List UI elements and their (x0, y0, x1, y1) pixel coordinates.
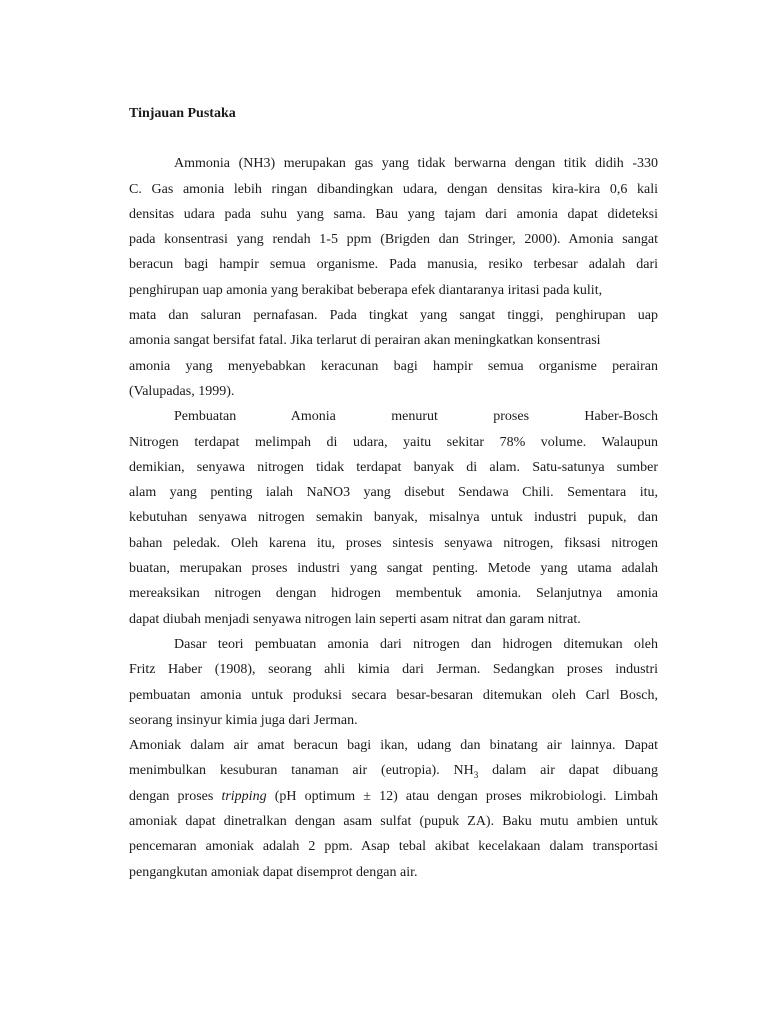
paragraph-ammonia-toxicity (129, 733, 658, 885)
text-segment: menimbulkan kesuburan tanaman air (eutropia). NH (129, 763, 474, 779)
text-line: Fritz Haber (1908), seorang ahli kimia dari Jerman. Sedangkan proses industri (129, 662, 658, 678)
paragraph-ammonia-properties (129, 151, 658, 404)
text-line: Nitrogen terdapat melimpah di udara, yaitu sekitar 78% volume. Walaupun (129, 434, 658, 450)
section-title: Tinjauan Pustaka (129, 106, 236, 121)
text-line: Dasar teori pembuatan amonia dari nitrogen dan hidrogen ditemukan oleh (174, 636, 658, 652)
text-line: amonia yang menyebabkan keracunan bagi hampir semua organisme perairan (129, 358, 658, 374)
text-line: pencemaran amoniak adalah 2 ppm. Asap tebal akibat kecelakaan dalam transportasi (129, 839, 658, 855)
text-line: mereaksikan nitrogen dengan hidrogen membentuk amonia. Selanjutnya amonia (129, 586, 658, 602)
text-line: Ammonia (NH3) merupakan gas yang tidak berwarna dengan titik didih -330 (174, 156, 658, 172)
text-line (129, 758, 658, 783)
text-segment: dalam air dapat dibuang (478, 763, 658, 779)
paragraph-haber-bosch (129, 404, 658, 632)
text-segment: dengan proses (129, 788, 222, 804)
text-line: bahan peledak. Oleh karena itu, proses sintesis senyawa nitrogen, fiksasi nitrogen (129, 535, 658, 551)
text-line: kebutuhan senyawa nitrogen semakin banyak, misalnya untuk industri pupuk, dan (129, 510, 658, 526)
text-line: mata dan saluran pernafasan. Pada tingkat yang sangat tinggi, penghirupan uap (129, 308, 658, 324)
text-segment: (pH optimum ± 12) atau dengan proses mikrobiologi. Limbah (266, 788, 659, 804)
italic-term: tripping (221, 788, 267, 804)
paragraph-haber-history (129, 632, 658, 733)
text-line: penghirupan uap amonia yang berakibat beberapa efek diantaranya iritasi pada kulit, (129, 282, 603, 298)
text-line: amoniak dapat dinetralkan dengan asam sulfat (pupuk ZA). Baku mutu ambien untuk (129, 814, 658, 830)
subscript: 3 (473, 770, 479, 781)
text-line: beracun bagi hampir semua organisme. Pada manusia, resiko terbesar adalah dari (129, 257, 658, 273)
text-line: pengangkutan amoniak dapat disemprot dengan air. (129, 864, 418, 880)
text-line: (Valupadas, 1999). (129, 383, 235, 399)
text-line: buatan, merupakan proses industri yang sangat penting. Metode yang utama adalah (129, 561, 658, 577)
text-line: Pembuatan Amonia menurut proses Haber-Bosch (174, 409, 658, 425)
text-line: pembuatan amonia untuk produksi secara besar-besaran ditemukan oleh Carl Bosch, (129, 687, 658, 703)
text-line: densitas udara pada suhu yang sama. Bau yang tajam dari amonia dapat dideteksi (129, 206, 658, 222)
text-line: alam yang penting ialah NaNO3 yang disebut Sendawa Chili. Sementara itu, (129, 485, 658, 501)
text-line: demikian, senyawa nitrogen tidak terdapat banyak di alam. Satu-satunya sumber (129, 459, 658, 475)
text-line: pada konsentrasi yang rendah 1-5 ppm (Brigden dan Stringer, 2000). Amonia sangat (129, 232, 658, 248)
text-line: C. Gas amonia lebih ringan dibandingkan udara, dengan densitas kira-kira 0,6 kali (129, 181, 658, 197)
text-line: amonia sangat bersifat fatal. Jika terlarut di perairan akan meningkatkan konsentrasi (129, 333, 601, 349)
text-line: seorang insinyur kimia juga dari Jerman. (129, 712, 358, 728)
text-line: Amoniak dalam air amat beracun bagi ikan, udang dan binatang air lainnya. Dapat (129, 738, 658, 754)
text-line (129, 784, 658, 809)
text-line: dapat diubah menjadi senyawa nitrogen lain seperti asam nitrat dan garam nitrat. (129, 611, 581, 627)
document-body (129, 101, 658, 885)
